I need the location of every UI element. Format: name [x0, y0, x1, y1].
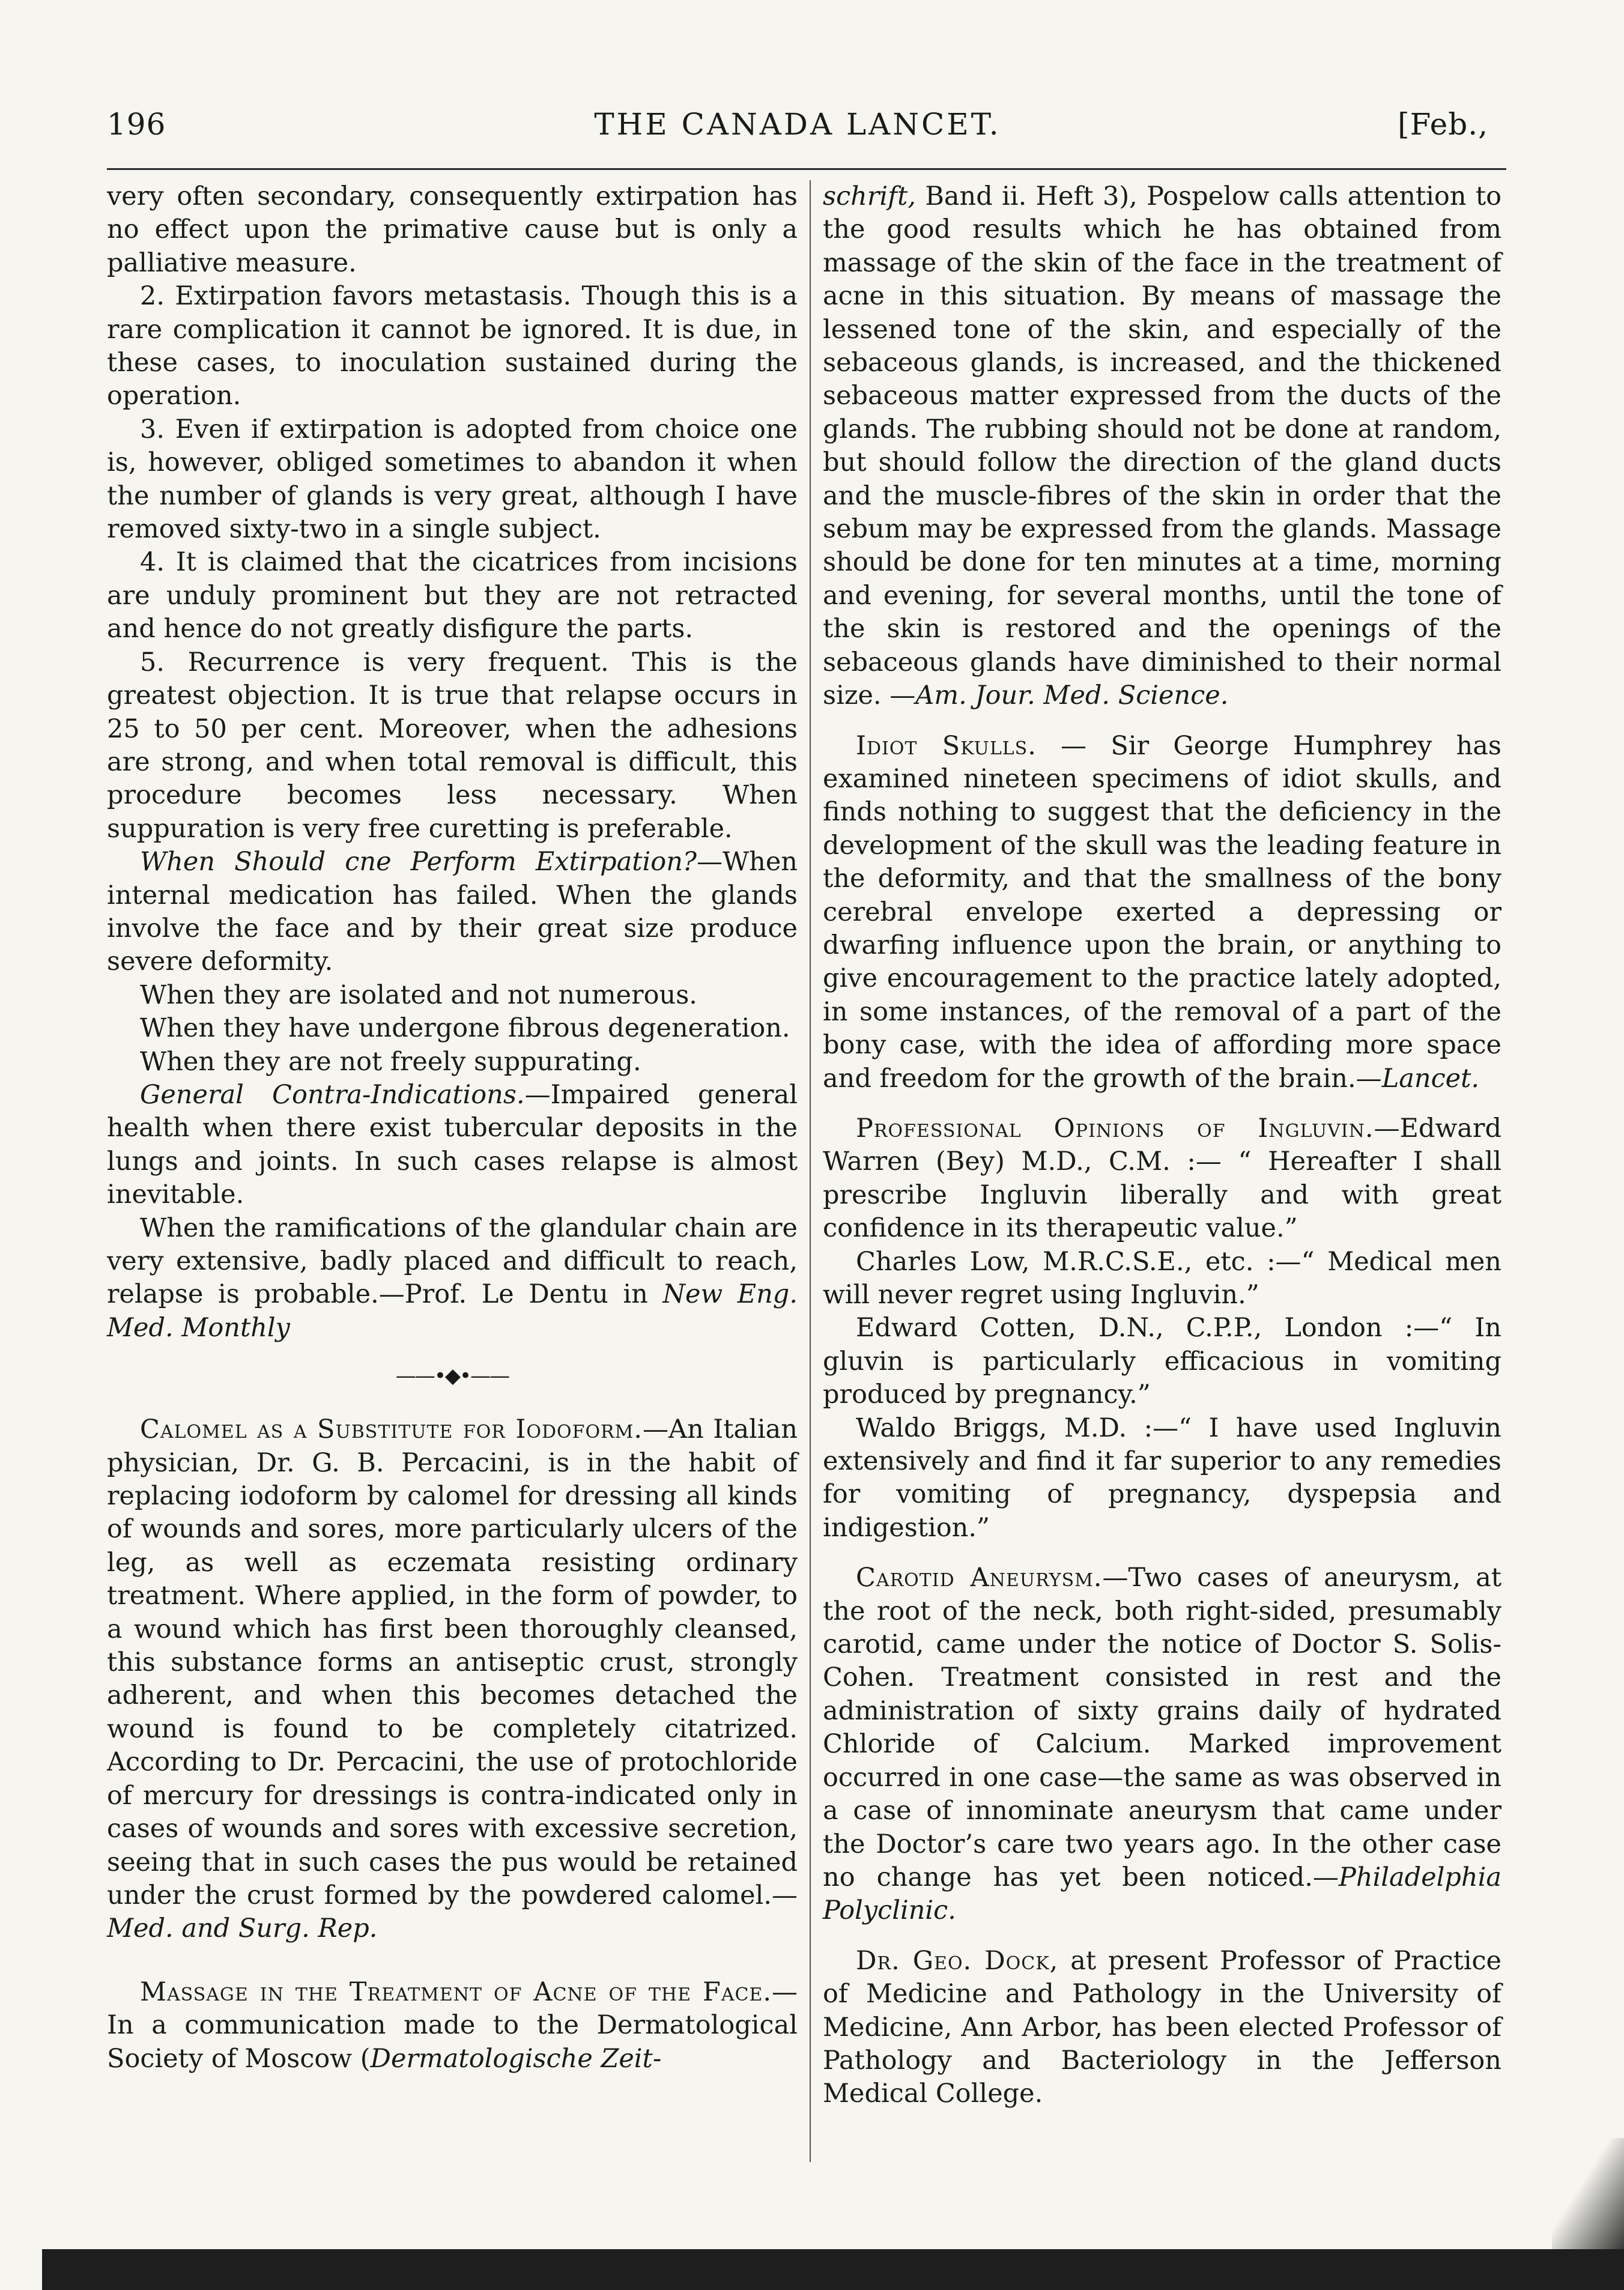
issue-month: [Feb., [1398, 107, 1488, 142]
contra-text: —Impaired general health when there exist tubercular deposits in the lungs and joints. In such cases relapse is almost inevitable. [107, 1079, 798, 1210]
column-divider [810, 180, 811, 2162]
paragraph-ramifications [107, 1212, 798, 1345]
carotid-heading: Carotid Aneurysm. [856, 1563, 1103, 1593]
carotid-source: Philadelphia Polyclinic. [823, 1862, 1501, 1926]
header-rule [107, 168, 1506, 170]
paragraph-charles-low: Charles Low, M.R.C.S.E., etc. :—“ Medical men will never regret using Ingluvin.” [823, 1246, 1501, 1310]
paragraph-fibrous: When they have undergone fibrous degeneration. [140, 1013, 790, 1044]
section-ornament: ——•◆•—— [395, 1364, 509, 1389]
paragraph-edward-cotten: Edward Cotten, D.N., C.P.P., London :—“ In gluvin is particularly efficacious in vomiting produced by pregnancy.” [823, 1313, 1501, 1410]
ramif-source: New Eng. Med. Monthly [107, 1279, 798, 1343]
article-dock [823, 1945, 1501, 2111]
right-column [823, 180, 1501, 2111]
when-text: —When internal medication has failed. When the glands involve the face and by their great size produce severe deformity. [107, 847, 798, 977]
running-header [107, 107, 1488, 161]
dock-heading: Dr. Geo. Dock, [856, 1945, 1059, 1976]
ramif-text: When the ramifications of the glandular chain are very extensive, badly placed and difficult to reach, relapse is probable.—Prof. Le Dentu in [107, 1213, 798, 1310]
contra-heading: General Contra-Indications. [140, 1079, 525, 1110]
article-carotid-aneurysm [823, 1562, 1501, 1927]
idiot-heading: Idiot Skulls. [856, 730, 1037, 761]
when-heading: When Should cne Perform Extirpation? [140, 847, 697, 877]
page-number: 196 [107, 107, 166, 142]
idiot-text: — Sir George Humphrey has examined nineteen specimens of idiot skulls, and finds nothing to suggest that the deficiency in the development of the skull was the leading feature in the deformity, and that the smallness of the bony cerebral envelope exerted a depressing or dwarfing influence upon the brain, or anything to give encouragement to the practice lately adopted, in some instances, of the removal of a part of the bony case, with the idea of affording more space and freedom for the growth of the brain.— [823, 730, 1501, 1094]
paragraph-recurrence: 5. Recurrence is very frequent. This is the greatest objection. It is true that relapse occurs in 25 to 50 per cent. Moreover, when the adhesions are strong, and when total removal is difficult, this procedure becomes less necessary. When suppuration is very free curetting is preferable. [107, 647, 798, 844]
calomel-source: —Med. and Surg. Rep. [107, 1880, 798, 1944]
dock-text: at present Professor of Practice of Medicine and Pathology in the University of Medicine, Ann Arbor, has been elected Professor of Pathology and Bacteriology in the Jefferson Medical College. [823, 1945, 1502, 2109]
paragraph-choice: 3. Even if extirpation is adopted from choice one is, however, obliged sometimes to abandon it when the number of glands is very great, although I have removed sixty-two in a single subject. [107, 414, 798, 545]
article-ingluvin [823, 1112, 1501, 1246]
idiot-source: Lancet. [1381, 1063, 1480, 1094]
article-massage [107, 1976, 798, 2076]
paragraph-when-extirpation [107, 846, 798, 979]
calomel-text: —An Italian physician, Dr. G. B. Percacini, is in the habit of replacing iodoform by calomel for dressing all kinds of wounds and sores, more particularly ulcers of the leg, as well as eczemata resisting ordinary treatment. Where applied, in the form of powder, to a wound which has first been thoroughly cleansed, this substance forms an antiseptic crust, strongly adherent, and when this becomes detached the wound is found to be completely citatrized. According to Dr. Percacini, the use of protochloride of mercury for dressings is contra-indicated only in cases of wounds and sores with excessive secretion, seeing that in such cases the pus would be retained under the crust formed by the powdered calomel. [107, 1414, 798, 1910]
prof-text: —Edward Warren (Bey) M.D., C.M. :— “ Hereafter I shall prescribe Ingluvin liberally and with great confidence in its therapeutic value.” [823, 1113, 1501, 1244]
massage-source-start: Dermatologische Zeit- [370, 2043, 662, 2074]
paragraph-waldo-briggs: Waldo Briggs, M.D. :—“ I have used Ingluvin extensively and find it far superior to any remedies for vomiting of pregnancy, dyspepsia and indigestion.” [823, 1413, 1501, 1543]
paragraph-secondary: very often secondary, consequently extirpation has no effect upon the primative cause but is only a palliative measure. [107, 181, 798, 278]
massage-cont-text: Band ii. Heft 3), Pospelow calls attention to the good results which he has obtained from massage of the skin of the face in the treatment of acne in this situation. By means of massage the lessened tone of the skin, and especially of the sebaceous glands, is increased, and the thickened sebaceous matter expressed from the ducts of the glands. The rubbing should not be done at random, but should follow the direction of the gland ducts and the muscle-fibres of the skin in order that the sebum may be expressed from the glands. Massage should be done for ten minutes at a time, morning and evening, for several months, until the tone of the skin is restored and the openings of the sebaceous glands have diminished to their normal size. — [823, 181, 1501, 711]
paragraph-cicatrices: 4. It is claimed that the cicatrices from incisions are unduly prominent but they are not retracted and hence do not greatly disfigure the parts. [107, 547, 798, 644]
paragraph-metastasis: 2. Extirpation favors metastasis. Though this is a rare complication it cannot be ignored. It is due, in these cases, to inoculation sustained during the operation. [107, 281, 798, 411]
carotid-text: —Two cases of aneurysm, at the root of the neck, both right-sided, presumably carotid, came under the notice of Doctor S. Solis-Cohen. Treatment consisted in rest and the administration of sixty grains daily of hydrated Chloride of Calcium. Marked improvement occurred in one case—the same as was observed in a case of innominate aneurysm that came under the Doctor’s care two years ago. In the other case no change has yet been noticed.— [823, 1563, 1501, 1892]
massage-cont-italic: schrift, [823, 181, 917, 211]
left-column [107, 180, 798, 2076]
article-calomel [107, 1413, 798, 1946]
page-corner-shadow [1552, 2138, 1624, 2252]
article-idiot-skulls [823, 730, 1501, 1095]
scan-bottom-band [42, 2249, 1624, 2290]
prof-heading: Professional Opinions of Ingluvin. [856, 1113, 1374, 1143]
paragraph-contra-indications [107, 1079, 798, 1212]
massage-source: Am. Jour. Med. Science. [915, 680, 1229, 711]
journal-title: THE CANADA LANCET. [594, 107, 1001, 142]
calomel-heading: Calomel as a Substitute for Iodoform. [140, 1414, 643, 1445]
paragraph-isolated: When they are isolated and not numerous. [140, 980, 697, 1010]
massage-heading: Massage in the Treatment of Acne of the Face. [140, 1976, 772, 2007]
massage-text: —In a communication made to the Dermatological Society of Moscow ( [107, 1976, 798, 2074]
paragraph-suppurating: When they are not freely suppurating. [140, 1046, 641, 1077]
paragraph-massage-continued [823, 180, 1501, 713]
